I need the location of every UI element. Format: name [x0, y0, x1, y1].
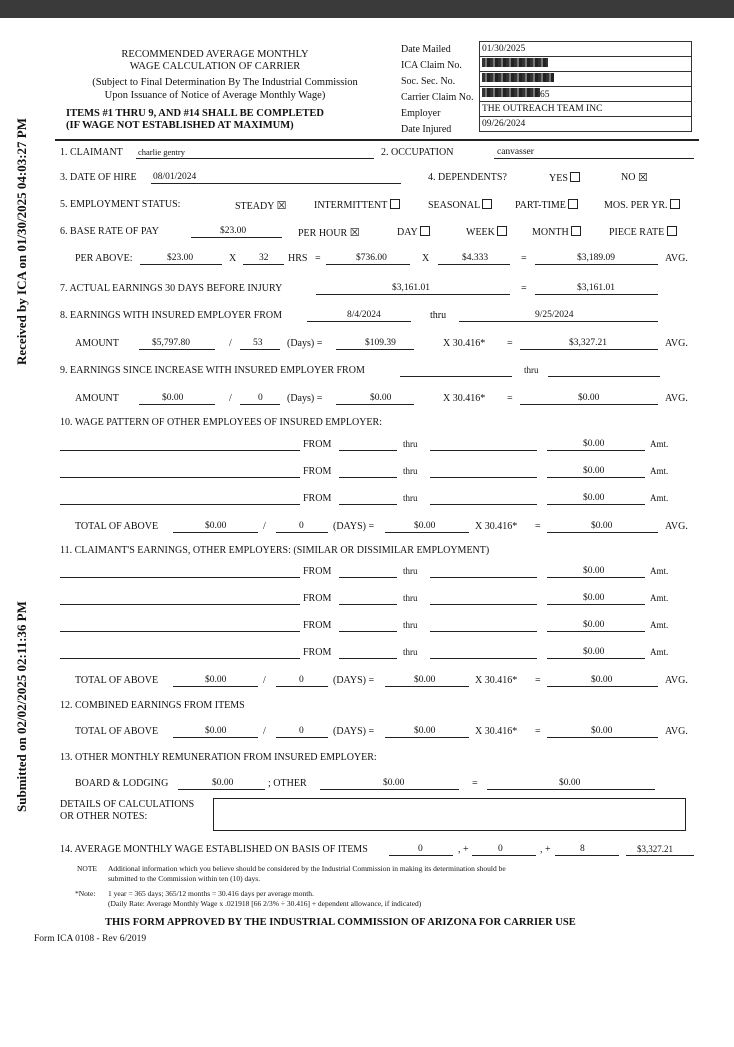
hours-value: 32 [259, 253, 269, 263]
item10-daily-line [385, 532, 469, 533]
item12-factor: X 30.416* [475, 726, 518, 737]
row-amt: Amt. [650, 593, 669, 603]
insured-factor: X 30.416* [443, 338, 486, 349]
row-from: FROM [303, 439, 332, 450]
since-factor: X 30.416* [443, 393, 486, 404]
avg-result-line [626, 855, 694, 856]
row-thru: thru [403, 620, 418, 630]
row-amount: $0.00 [583, 466, 605, 476]
parttime-checkbox[interactable] [568, 199, 578, 209]
item12-total-label: TOTAL OF ABOVE [75, 726, 159, 737]
employment-status-label: 5. EMPLOYMENT STATUS: [60, 199, 181, 210]
row-from: FROM [303, 566, 332, 577]
details-notes-box[interactable] [213, 798, 686, 831]
row-amount-line [547, 450, 645, 451]
date-injured-value: 09/26/2024 [480, 117, 692, 132]
row-thru-line [430, 631, 537, 632]
row-thru: thru [403, 493, 418, 503]
actual-earnings-label: 7. ACTUAL EARNINGS 30 DAYS BEFORE INJURY [60, 283, 283, 294]
row-thru: thru [403, 566, 418, 576]
avg-item-a: 0 [418, 844, 423, 854]
row-from: FROM [303, 493, 332, 504]
insured-amount-label: AMOUNT [75, 338, 119, 349]
item12-days-line [276, 737, 328, 738]
day-checkbox[interactable] [420, 226, 430, 236]
rate-avg: AVG. [665, 253, 688, 264]
week-label: WEEK [466, 227, 495, 238]
row-amount: $0.00 [583, 620, 605, 630]
row-thru: thru [403, 647, 418, 657]
row-amount-line [547, 604, 645, 605]
occupation-label: 2. OCCUPATION [381, 147, 454, 158]
weekly-value: $736.00 [356, 253, 387, 263]
received-stamp: Received by ICA on 01/30/2025 04:03:27 PM [14, 118, 29, 365]
insured-result-line [520, 349, 658, 350]
row-from: FROM [303, 466, 332, 477]
row-thru: thru [403, 593, 418, 603]
note-label: NOTE [77, 864, 97, 873]
status-seasonal [428, 199, 492, 211]
item12-total-line [173, 737, 258, 738]
since-from-line [400, 376, 512, 377]
row-amt: Amt. [650, 466, 669, 476]
remuneration-eq: = [472, 778, 478, 789]
row-name-line [60, 450, 300, 451]
avg-item-c: 8 [580, 844, 585, 854]
other-remuneration-label: 13. OTHER MONTHLY REMUNERATION FROM INSURED EMPLOYER: [60, 752, 377, 763]
item12-daily: $0.00 [414, 726, 436, 736]
since-amount: $0.00 [162, 393, 184, 403]
per-hour-checkbox[interactable]: ☒ [349, 227, 360, 239]
item11-total: $0.00 [205, 675, 227, 685]
header-line3: (Subject to Final Determination By The Industrial Commission [92, 77, 358, 88]
insured-days: 53 [253, 338, 263, 348]
insured-thru: thru [430, 310, 447, 321]
avg-item-b: 0 [498, 844, 503, 854]
board-lodging-label: BOARD & LODGING [75, 778, 169, 789]
row-amount-line [547, 504, 645, 505]
actual-earnings-value: $3,161.01 [392, 283, 430, 293]
insured-to-line [459, 321, 658, 322]
item11-eq: = [535, 675, 541, 686]
row-amt: Amt. [650, 493, 669, 503]
item12-total: $0.00 [205, 726, 227, 736]
other-employers-label: 11. CLAIMANT'S EARNINGS, OTHER EMPLOYERS: (SIMILAR OR DISSIMILAR EMPLOYMENT) [60, 545, 490, 556]
item10-total: $0.00 [205, 521, 227, 531]
hrs-label: HRS [288, 253, 308, 264]
row-amt: Amt. [650, 647, 669, 657]
rate-day [397, 226, 430, 238]
month-label: MONTH [532, 227, 569, 238]
month-checkbox[interactable] [571, 226, 581, 236]
row-thru-line [430, 477, 537, 478]
base-rate-underline [191, 237, 282, 238]
rate-result-line [535, 264, 658, 265]
insured-earnings-label: 8. EARNINGS WITH INSURED EMPLOYER FROM [60, 310, 283, 321]
hrs-eq: = [315, 253, 321, 264]
since-amount-line [139, 404, 215, 405]
since-days: 0 [258, 393, 263, 403]
remuneration-result: $0.00 [559, 778, 581, 788]
hire-date-underline [151, 183, 401, 184]
per-hour-label: PER HOUR [298, 228, 348, 239]
header-line6: (IF WAGE NOT ESTABLISHED AT MAXIMUM) [66, 120, 294, 131]
item11-daily-line [385, 686, 469, 687]
mult-eq: = [521, 253, 527, 264]
insured-to: 9/25/2024 [535, 310, 574, 320]
form-number: Form ICA 0108 - Rev 6/2019 [34, 934, 147, 944]
row-from-line [339, 504, 397, 505]
row-amt: Amt. [650, 566, 669, 576]
insured-amount: $5,797.80 [152, 338, 190, 348]
item11-days-line [276, 686, 328, 687]
submitted-stamp: Submitted on 02/02/2025 02:11:36 PM [14, 601, 29, 812]
header-line5: ITEMS #1 THRU 9, AND #14 SHALL BE COMPLETED [66, 108, 324, 119]
row-amount-line [547, 631, 645, 632]
steady-checkbox[interactable]: ☒ [276, 200, 287, 212]
insured-days-line [240, 349, 280, 350]
row-thru-line [430, 450, 537, 451]
mos-checkbox[interactable] [670, 199, 680, 209]
per-above-rate: $23.00 [167, 253, 194, 263]
carrier-claim-label: Carrier Claim No. [401, 92, 474, 103]
seasonal-checkbox[interactable] [482, 199, 492, 209]
since-to-line [548, 376, 660, 377]
carrier-claim-value [480, 87, 692, 102]
since-days-line [240, 404, 280, 405]
status-parttime [515, 199, 578, 211]
avg-item-b-line [472, 855, 536, 856]
date-injured-label: Date Injured [401, 124, 452, 135]
per-above-rate-line [140, 264, 222, 265]
intermittent-label: INTERMITTENT [314, 200, 388, 211]
since-result-line [520, 404, 658, 405]
steady-label: STEADY [235, 201, 275, 212]
row-amount: $0.00 [583, 593, 605, 603]
row-name-line [60, 658, 300, 659]
item11-total-label: TOTAL OF ABOVE [75, 675, 159, 686]
row-amt: Amt. [650, 439, 669, 449]
item10-result-line [547, 532, 658, 533]
approval-statement: THIS FORM APPROVED BY THE INDUSTRIAL COMMISSION OF ARIZONA FOR CARRIER USE [105, 917, 576, 928]
redacted-ssn [482, 73, 554, 82]
insured-eq: = [507, 338, 513, 349]
row-name-line [60, 504, 300, 505]
item10-result: $0.00 [591, 521, 613, 531]
rate-week [466, 226, 507, 238]
no-checkbox[interactable]: ☒ [637, 172, 648, 184]
star-note-line-2: (Daily Rate: Average Monthly Wage x .021918 [66 2/3% ÷ 30.416] + dependent allowance, if indicated) [108, 899, 422, 908]
top-bar [0, 0, 734, 18]
item10-slash: / [263, 521, 266, 532]
header-line4: Upon Issuance of Notice of Average Monthly Wage) [104, 90, 326, 101]
dependents-no [621, 172, 648, 183]
status-mos [604, 199, 680, 211]
actual-eq: = [521, 283, 527, 294]
parttime-label: PART-TIME [515, 200, 566, 211]
piece-checkbox[interactable] [667, 226, 677, 236]
row-thru-line [430, 504, 537, 505]
details-label-2: OR OTHER NOTES: [60, 811, 148, 822]
claimant-underline [136, 158, 374, 159]
hours-line [243, 264, 284, 265]
row-amt: Amt. [650, 620, 669, 630]
note-line-2: submitted to the Commission within ten (10) days. [108, 874, 261, 883]
row-thru: thru [403, 439, 418, 449]
item11-total-line [173, 686, 258, 687]
piece-label: PIECE RATE [609, 227, 665, 238]
avg-item-c-line [555, 855, 619, 856]
claimant-value: charlie gentry [138, 147, 185, 157]
insured-daily: $109.39 [365, 338, 396, 348]
rate-month [532, 226, 581, 238]
note-line-1: Additional information which you believe should be considered by the Industrial Commission in making its determination should be [108, 864, 506, 873]
ica-claim-value [480, 57, 692, 72]
row-amount: $0.00 [583, 566, 605, 576]
row-name-line [60, 604, 300, 605]
header-divider [55, 139, 699, 141]
occupation-underline [494, 158, 694, 159]
row-amount: $0.00 [583, 493, 605, 503]
ssn-label: Soc. Sec. No. [401, 76, 456, 87]
since-amount-label: AMOUNT [75, 393, 119, 404]
item10-factor: X 30.416* [475, 521, 518, 532]
yes-checkbox[interactable] [570, 172, 580, 182]
row-thru: thru [403, 466, 418, 476]
row-from: FROM [303, 620, 332, 631]
details-label-1: DETAILS OF CALCULATIONS [60, 799, 195, 810]
insured-from-line [307, 321, 411, 322]
since-eq: = [507, 393, 513, 404]
item12-daily-line [385, 737, 469, 738]
item10-days: 0 [299, 521, 304, 531]
insured-daily-line [336, 349, 414, 350]
insured-avg: AVG. [665, 338, 688, 349]
rate-per-hour [298, 226, 360, 239]
since-daily: $0.00 [370, 393, 392, 403]
item12-result: $0.00 [591, 726, 613, 736]
since-increase-label: 9. EARNINGS SINCE INCREASE WITH INSURED EMPLOYER FROM [60, 365, 365, 376]
yes-label: YES [549, 173, 568, 184]
per-above-label: PER ABOVE: [75, 253, 133, 264]
item11-days-label: (DAYS) = [333, 675, 375, 686]
row-from-line [339, 631, 397, 632]
star-note-line-1: 1 year = 365 days; 365/12 months = 30.416 days per average month. [108, 889, 314, 898]
header-line2: WAGE CALCULATION OF CARRIER [129, 61, 301, 72]
other-label: ; OTHER [268, 778, 307, 789]
ssn-value [480, 72, 692, 87]
item10-eq: = [535, 521, 541, 532]
item11-days: 0 [299, 675, 304, 685]
row-thru-line [430, 577, 537, 578]
other-line [320, 789, 459, 790]
row-thru-line [430, 658, 537, 659]
item10-days-label: (DAYS) = [333, 521, 375, 532]
combined-label: 12. COMBINED EARNINGS FROM ITEMS [60, 700, 245, 711]
multiplier-line [438, 264, 510, 265]
wage-pattern-label: 10. WAGE PATTERN OF OTHER EMPLOYEES OF INSURED EMPLOYER: [60, 417, 382, 428]
row-amount: $0.00 [583, 647, 605, 657]
avg-result: $3,327.21 [637, 844, 673, 854]
row-name-line [60, 577, 300, 578]
dependents-label: 4. DEPENDENTS? [428, 172, 507, 183]
rate-piece [609, 226, 677, 238]
item11-slash: / [263, 675, 266, 686]
item12-result-line [547, 737, 658, 738]
row-amount: $0.00 [583, 439, 605, 449]
actual-result-line [535, 294, 658, 295]
rate-result: $3,189.09 [577, 253, 615, 263]
row-name-line [60, 477, 300, 478]
item12-eq: = [535, 726, 541, 737]
mos-label: MOS. PER YR. [604, 200, 668, 211]
hire-date-label: 3. DATE OF HIRE [60, 172, 137, 183]
board-lodging-value: $0.00 [212, 778, 234, 788]
item11-daily: $0.00 [414, 675, 436, 685]
weekly-x: X [422, 253, 430, 264]
item11-avg: AVG. [665, 675, 688, 686]
info-box [479, 41, 692, 132]
header-line1: RECOMMENDED AVERAGE MONTHLY [121, 49, 309, 60]
multiplier-value: $4.333 [462, 253, 489, 263]
item12-days: 0 [299, 726, 304, 736]
row-amount-line [547, 577, 645, 578]
occupation-value: canvasser [497, 147, 534, 157]
per-above-x: X [229, 253, 237, 264]
redacted-carrier [482, 88, 540, 97]
employer-value: THE OUTREACH TEAM INC [480, 102, 692, 117]
since-slash: / [229, 393, 232, 404]
avg-item-a-line [389, 855, 453, 856]
week-checkbox[interactable] [497, 226, 507, 236]
remuneration-result-line [487, 789, 655, 790]
base-rate-label: 6. BASE RATE OF PAY [60, 226, 160, 237]
row-from-line [339, 604, 397, 605]
row-amount-line [547, 477, 645, 478]
item12-days-label: (DAYS) = [333, 726, 375, 737]
insured-amount-line [139, 349, 215, 350]
since-thru: thru [524, 365, 539, 375]
row-from-line [339, 658, 397, 659]
since-avg: AVG. [665, 393, 688, 404]
date-mailed-label: Date Mailed [401, 44, 451, 55]
day-label: DAY [397, 227, 418, 238]
no-label: NO [621, 172, 636, 183]
status-intermittent [314, 199, 400, 211]
row-from-line [339, 577, 397, 578]
item11-result-line [547, 686, 658, 687]
intermittent-checkbox[interactable] [390, 199, 400, 209]
row-from: FROM [303, 647, 332, 658]
avg-plus-1: , + [458, 844, 469, 855]
dependents-yes [549, 172, 580, 184]
other-value: $0.00 [383, 778, 405, 788]
actual-earnings-line [316, 294, 510, 295]
item11-factor: X 30.416* [475, 675, 518, 686]
employer-label: Employer [401, 108, 441, 119]
row-from-line [339, 477, 397, 478]
claimant-label: 1. CLAIMANT [60, 147, 123, 158]
since-daily-line [336, 404, 414, 405]
date-mailed-value: 01/30/2025 [480, 42, 692, 57]
since-result: $0.00 [578, 393, 600, 403]
redacted-claim [482, 58, 548, 67]
row-from-line [339, 450, 397, 451]
item10-total-label: TOTAL OF ABOVE [75, 521, 159, 532]
hire-date-value: 08/01/2024 [153, 172, 197, 182]
row-amount-line [547, 658, 645, 659]
row-name-line [60, 631, 300, 632]
item10-daily: $0.00 [414, 521, 436, 531]
average-wage-label: 14. AVERAGE MONTHLY WAGE ESTABLISHED ON BASIS OF ITEMS [60, 844, 368, 855]
actual-result: $3,161.01 [577, 283, 615, 293]
item11-result: $0.00 [591, 675, 613, 685]
item12-slash: / [263, 726, 266, 737]
item10-total-line [173, 532, 258, 533]
base-rate-value: $23.00 [220, 226, 247, 236]
item10-avg: AVG. [665, 521, 688, 532]
insured-result: $3,327.21 [569, 338, 607, 348]
row-from: FROM [303, 593, 332, 604]
item12-avg: AVG. [665, 726, 688, 737]
star-note-label: *Note: [75, 889, 96, 898]
since-days-label: (Days) = [287, 393, 323, 404]
avg-plus-2: , + [540, 844, 551, 855]
board-lodging-line [178, 789, 265, 790]
insured-from: 8/4/2024 [347, 310, 381, 320]
insured-slash: / [229, 338, 232, 349]
weekly-line [326, 264, 410, 265]
row-thru-line [430, 604, 537, 605]
insured-days-label: (Days) = [287, 338, 323, 349]
carrier-suffix: 65 [540, 90, 550, 100]
item10-days-line [276, 532, 328, 533]
status-steady [235, 199, 286, 212]
seasonal-label: SEASONAL [428, 200, 480, 211]
ica-claim-label: ICA Claim No. [401, 60, 462, 71]
